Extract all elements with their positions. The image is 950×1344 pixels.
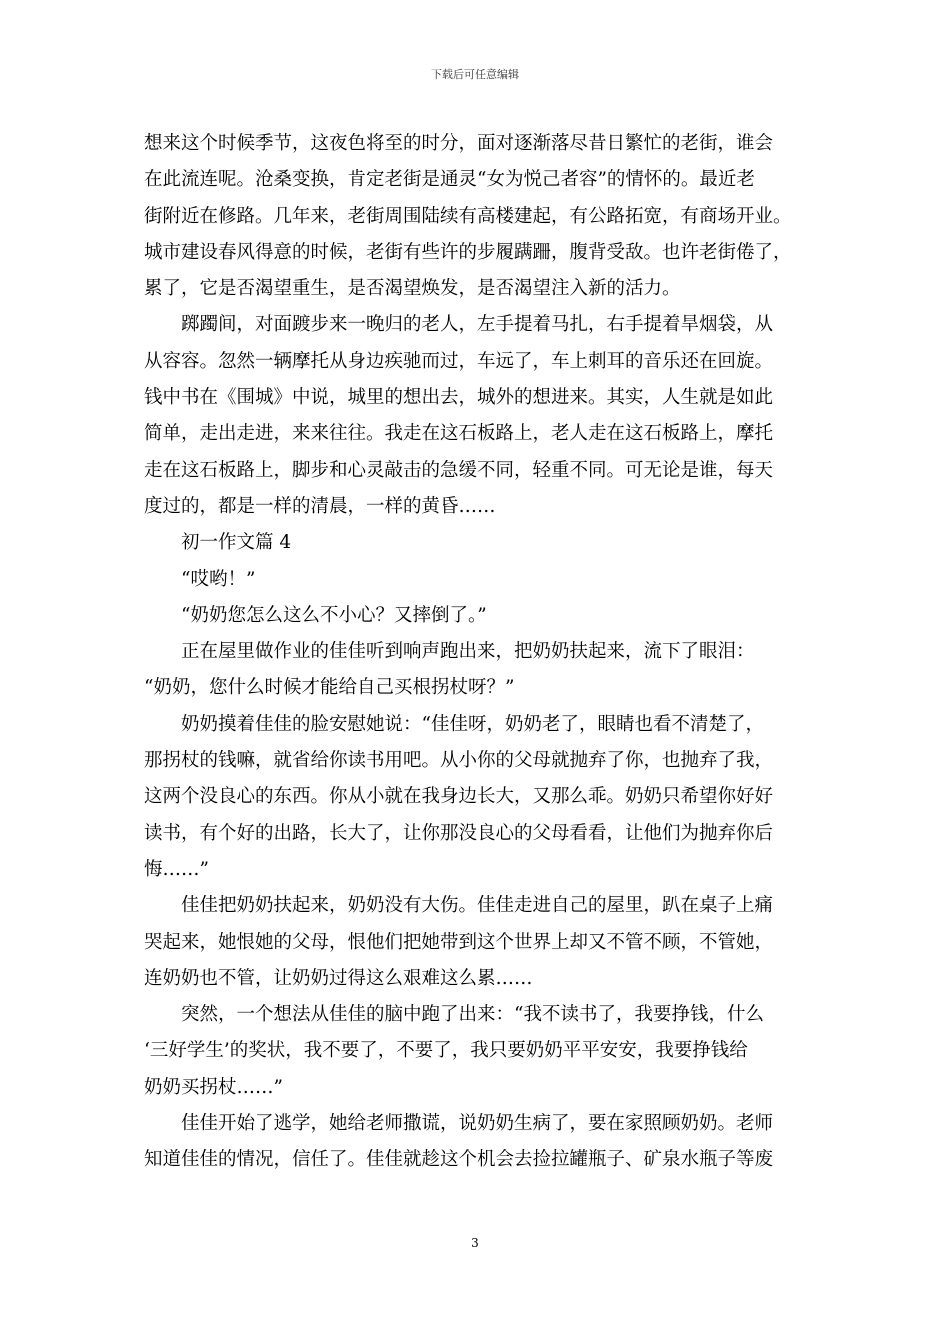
page-header: 下载后可任意编辑 bbox=[431, 68, 519, 81]
text-line: 初一作文篇 4 bbox=[181, 532, 292, 554]
text-line: 街附近在修路。几年来，老街周围陆续有高楼建起，有公路拓宽，有商场开业。 bbox=[144, 205, 792, 227]
text-line: 奶奶买拐杖……” bbox=[144, 1076, 283, 1098]
paragraph bbox=[144, 307, 808, 525]
text-line: “奶奶，您什么时候才能给自己买根拐杖呀？” bbox=[144, 677, 515, 699]
text-line: 踯躅间，对面踱步来一晚归的老人，左手提着马扎，右手提着旱烟袋，从 bbox=[181, 314, 774, 336]
paragraph bbox=[144, 1106, 808, 1179]
paragraph bbox=[144, 997, 808, 1106]
text-line: 城市建设春风得意的时候，老街有些许的步履蹒跚，腹背受敌。也许老街倦了， bbox=[144, 241, 792, 263]
text-line: 悔……” bbox=[144, 858, 209, 880]
paragraph bbox=[144, 126, 808, 307]
text-line: 连奶奶也不管，让奶奶过得这么艰难这么累…… bbox=[144, 967, 533, 989]
text-line: 哭起来，她恨她的父母，恨他们把她带到这个世界上却又不管不顾，不管她， bbox=[144, 931, 774, 953]
text-line: 那拐杖的钱嘛，就省给你读书用吧。从小你的父母就抛弃了你，也抛弃了我， bbox=[144, 750, 774, 772]
text-line: 奶奶摸着佳佳的脸安慰她说：“佳佳呀，奶奶老了，眼睛也看不清楚了， bbox=[181, 713, 764, 735]
text-line: 突然，一个想法从佳佳的脑中跑了出来：“我不读书了，我要挣钱，什么 bbox=[181, 1004, 764, 1026]
text-line: “哎哟！” bbox=[181, 568, 256, 590]
text-line: 这两个没良心的东西。你从小就在我身边长大，又那么乖。奶奶只希望你好好 bbox=[144, 786, 774, 808]
article-body bbox=[144, 126, 808, 1179]
text-line: ‘三好学生’的奖状，我不要了，不要了，我只要奶奶平平安安，我要挣钱给 bbox=[144, 1040, 748, 1062]
paragraph bbox=[144, 634, 808, 707]
text-line: 钱中书在《围城》中说，城里的想出去，城外的想进来。其实，人生就是如此 bbox=[144, 387, 774, 409]
text-line: 佳佳把奶奶扶起来，奶奶没有大伤。佳佳走进自己的屋里，趴在桌子上痛 bbox=[181, 895, 774, 917]
paragraph bbox=[144, 598, 808, 634]
text-line: 从容容。忽然一辆摩托从身边疾驰而过，车远了，车上刺耳的音乐还在回旋。 bbox=[144, 350, 774, 372]
text-line: 简单，走出走进，来来往往。我走在这石板路上，老人走在这石板路上，摩托 bbox=[144, 423, 774, 445]
text-line: 累了，它是否渴望重生，是否渴望焕发，是否渴望注入新的活力。 bbox=[144, 278, 681, 300]
text-line: 佳佳开始了逃学，她给老师撒谎，说奶奶生病了，要在家照顾奶奶。老师 bbox=[181, 1113, 774, 1135]
text-line: “奶奶您怎么这么不小心？又摔倒了。” bbox=[181, 604, 487, 626]
text-line: 读书，有个好的出路，长大了，让你那没良心的父母看看，让他们为抛弃你后 bbox=[144, 822, 774, 844]
page-number: 3 bbox=[471, 1236, 479, 1250]
text-line: 正在屋里做作业的佳佳听到响声跑出来，把奶奶扶起来，流下了眼泪： bbox=[181, 641, 755, 663]
text-line: 走在这石板路上，脚步和心灵敲击的急缓不同，轻重不同。可无论是谁，每天 bbox=[144, 459, 774, 481]
paragraph bbox=[144, 562, 808, 598]
text-line: 在此流连呢。沧桑变换，肯定老街是通灵“女为悦己者容”的情怀的。最近老 bbox=[144, 169, 755, 191]
paragraph bbox=[144, 707, 808, 888]
paragraph bbox=[144, 525, 808, 561]
paragraph bbox=[144, 888, 808, 997]
text-line: 想来这个时候季节，这夜色将至的时分，面对逐渐落尽昔日繁忙的老街，谁会 bbox=[144, 133, 774, 154]
text-line: 知道佳佳的情况，信任了。佳佳就趁这个机会去捡拉罐瓶子、矿泉水瓶子等废 bbox=[144, 1149, 774, 1171]
text-line: 度过的，都是一样的清晨，一样的黄昏…… bbox=[144, 495, 496, 517]
